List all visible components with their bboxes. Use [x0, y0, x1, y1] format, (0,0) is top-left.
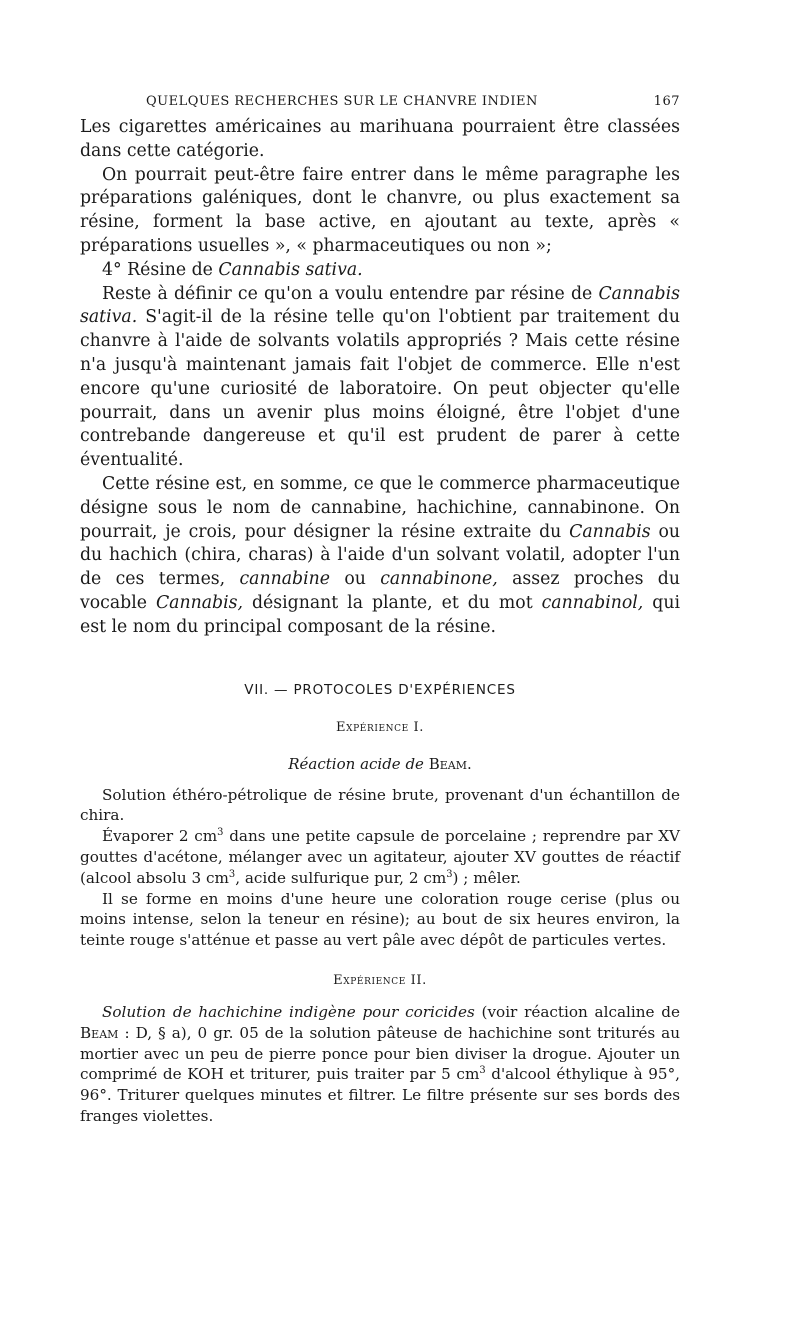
running-title: QUELQUES RECHERCHES SUR LE CHANVRE INDIEN: [146, 94, 538, 109]
experience-2-paragraph-1: [80, 1002, 680, 1127]
italic-run: Cannabis sativa.: [80, 283, 680, 328]
text-run: désignant la plante, et du mot: [242, 592, 542, 613]
text-run: assez proches du vocable: [80, 569, 680, 613]
text-run: qui est le nom du principal composant de la résine.: [80, 592, 680, 637]
paragraph-1: Les cigarettes américaines au marihuana pourraient être classées dans cette catégorie.: [80, 117, 680, 161]
paragraph-2: On pourrait peut-être faire entrer dans le même paragraphe les préparations galéniques, dont le chanvre, ou plus exactement sa résine, forment la base active, en ajoutant au texte, après « préparations usuelles », « pharmaceutiques ou non »;: [80, 164, 680, 256]
text-run: Cette résine est, en somme, ce que le commerce pharmaceutique désigne sous le nom de cannabine, hachichine, cannabinone. On pourrait, je crois, pour désigner la résine extraite du: [80, 473, 680, 542]
text-run: 4° Résine de: [102, 259, 219, 280]
paragraph-3: [80, 259, 680, 283]
main-text: [80, 116, 680, 640]
superscript: 3: [479, 1065, 486, 1077]
superscript: 3: [228, 868, 236, 880]
experience-1-title: Expérience I.: [336, 719, 424, 735]
page-header: [80, 94, 680, 116]
italic-run: Solution de hachichine indigène pour coricides: [102, 1002, 475, 1021]
italic-run: cannabinone,: [380, 569, 498, 590]
superscript: 3: [217, 827, 224, 839]
italic-run: Cannabis: [569, 521, 651, 542]
author-name: Beam: [80, 1023, 119, 1042]
paragraph-4: [80, 283, 680, 473]
text-run: , acide sulfurique pur, 2 cm: [235, 868, 447, 887]
text-run: : D, § a), 0 gr. 05 de la solution pâteuse de hachichine sont triturés au mortier avec un peu de pierre ponce pour bien diviser la drogue. Ajouter un comprimé de KOH et triturer, puis traiter par 5 cm: [80, 1023, 680, 1084]
section-heading: VII. — PROTOCOLES D'EXPÉRIENCES: [244, 681, 516, 698]
document-page: [80, 94, 680, 1127]
experience-1-paragraph-1: Solution éthéro-pétrolique de résine brute, provenant d'un échantillon de chira.: [80, 785, 680, 825]
italic-run: Cannabis sativa.: [218, 259, 363, 280]
text-run: ) ; mêler.: [452, 868, 521, 887]
experience-2-body: [80, 1002, 680, 1127]
paragraph-5: [80, 473, 680, 640]
superscript: 3: [446, 868, 453, 880]
experience-1-body: [80, 785, 680, 951]
text-run: dans une petite capsule de porcelaine ; reprendre par XV gouttes d'acétone, mélanger avec un agitateur, ajouter XV gouttes de réactif (alcool absolu 3 cm: [80, 827, 680, 887]
text-run: Reste à définir ce qu'on a voulu entendre par résine de: [102, 283, 599, 304]
experience-1-paragraph-3: Il se forme en moins d'une heure une coloration rouge cerise (plus ou moins intense, selon la teneur en résine); au bout de six heures environ, la teinte rouge s'atténue et passe au vert pâle avec dépôt de particules vertes.: [80, 889, 680, 950]
italic-run: cannabinol,: [541, 592, 644, 613]
italic-run: Réaction acide de: [288, 754, 429, 773]
text-run: ou: [330, 569, 381, 590]
experience-2-title: Expérience II.: [333, 972, 427, 988]
italic-run: cannabine: [239, 569, 330, 590]
text-run: (voir réaction alcaline de: [474, 1002, 680, 1021]
text-run: Évaporer 2 cm: [102, 827, 218, 846]
author-name: Beam.: [428, 754, 472, 773]
text-run: ou du hachich (chira, charas) à l'aide d'un solvant volatil, adopter l'un de ces termes,: [80, 521, 680, 590]
italic-run: Cannabis,: [155, 592, 243, 613]
experience-1-subtitle: [80, 755, 680, 773]
experience-1-paragraph-2: [80, 826, 680, 888]
text-run: S'agit-il de la résine telle qu'on l'obtient par traitement du chanvre à l'aide de solvants volatils appropriés ? Mais cette résine n'a jusqu'à maintenant jamais fait l'objet de commerce. Elle n'est encore qu'une curiosité de laboratoire. On peut objecter qu'elle pourrait, dans un avenir plus moins éloigné, être l'objet d'une contrebande dangereuse et qu'il est prudent de parer à cette éventualité.: [80, 307, 680, 471]
page-number: 167: [653, 94, 680, 109]
text-run: d'alcool éthylique à 95°, 96°. Triturer quelques minutes et filtrer. Le filtre présente sur ses bords des franges violettes.: [80, 1065, 680, 1125]
